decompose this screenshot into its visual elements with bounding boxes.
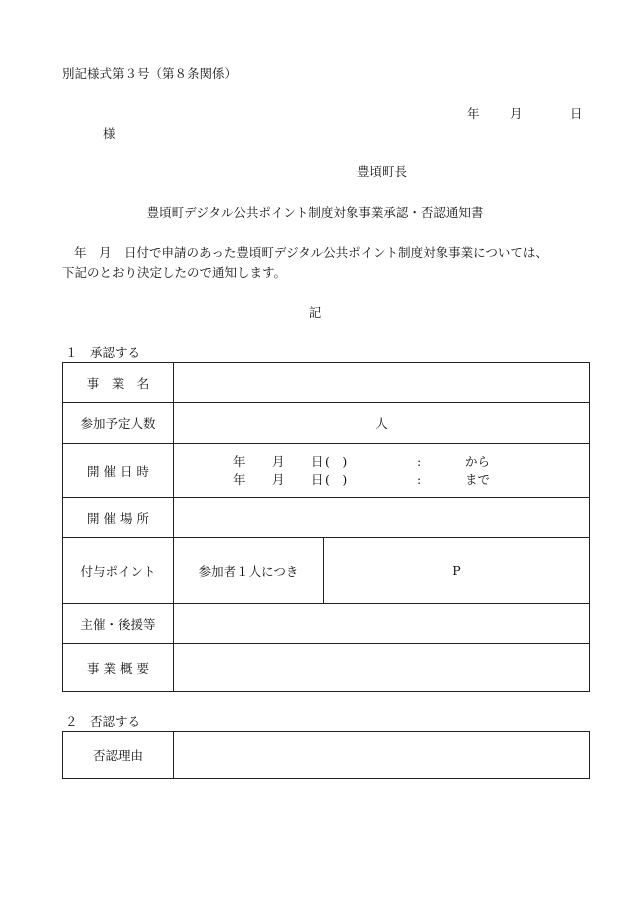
start-month: 月 [272, 453, 285, 469]
date-month: 月 [510, 106, 523, 121]
row-summary [63, 644, 590, 692]
row-rejection-reason [63, 732, 590, 779]
ki-heading: 記 [308, 305, 322, 320]
venue-value [174, 498, 590, 538]
end-month: 月 [272, 471, 285, 487]
event-name-label: 事 業 名 [63, 363, 174, 403]
points-per-participant: 参加者１人につき [174, 538, 324, 604]
row-organizer [63, 604, 590, 644]
venue-label: 開 催 場 所 [63, 498, 174, 538]
start-year: 年 [233, 453, 246, 469]
row-points [63, 538, 590, 604]
end-weekday: ( ) [325, 471, 348, 487]
event-name-value [174, 363, 590, 403]
points-label: 付与ポイント [63, 538, 174, 604]
body-line-1: 年 月 日付で申請のあった豊頃町デジタル公共ポイント制度対象事業については、 [74, 245, 548, 260]
date-day: 日 [570, 106, 583, 121]
participants-label: 参加予定人数 [63, 403, 174, 444]
rejection-reason-label: 否認理由 [63, 732, 174, 779]
datetime-start-line [174, 453, 589, 471]
summary-label: 事 業 概 要 [63, 644, 174, 692]
summary-value [174, 644, 590, 692]
document-title: 豊頃町デジタル公共ポイント制度対象事業承認・否認通知書 [146, 205, 484, 220]
start-suffix: から [465, 453, 491, 469]
rejection-reason-value [174, 732, 590, 779]
rejection-table [62, 731, 590, 779]
start-day: 日 [311, 453, 324, 469]
form-number: 別記様式第３号（第８条関係） [62, 66, 238, 81]
datetime-label: 開 催 日 時 [63, 444, 174, 498]
row-participants [63, 403, 590, 444]
row-event-name [63, 363, 590, 403]
date-year: 年 [467, 106, 480, 121]
end-suffix: まで [465, 471, 491, 487]
section1-heading: １ 承認する [65, 345, 141, 360]
row-datetime [63, 444, 590, 498]
organizer-label: 主催・後援等 [63, 604, 174, 644]
participants-unit: 人 [174, 403, 590, 444]
row-venue [63, 498, 590, 538]
start-weekday: ( ) [325, 453, 348, 469]
section2-heading: ２ 否認する [65, 714, 141, 729]
addressee-suffix: 様 [103, 126, 116, 141]
datetime-end-line [174, 471, 589, 489]
approval-table [62, 362, 590, 692]
end-colon: : [417, 471, 422, 487]
datetime-value [174, 444, 590, 498]
start-colon: : [417, 453, 422, 469]
body-line-2: 下記のとおり決定したので通知します。 [62, 265, 287, 280]
end-year: 年 [233, 471, 246, 487]
issuer: 豊頃町長 [357, 164, 408, 179]
organizer-value [174, 604, 590, 644]
points-unit: P [324, 538, 590, 604]
end-day: 日 [311, 471, 324, 487]
